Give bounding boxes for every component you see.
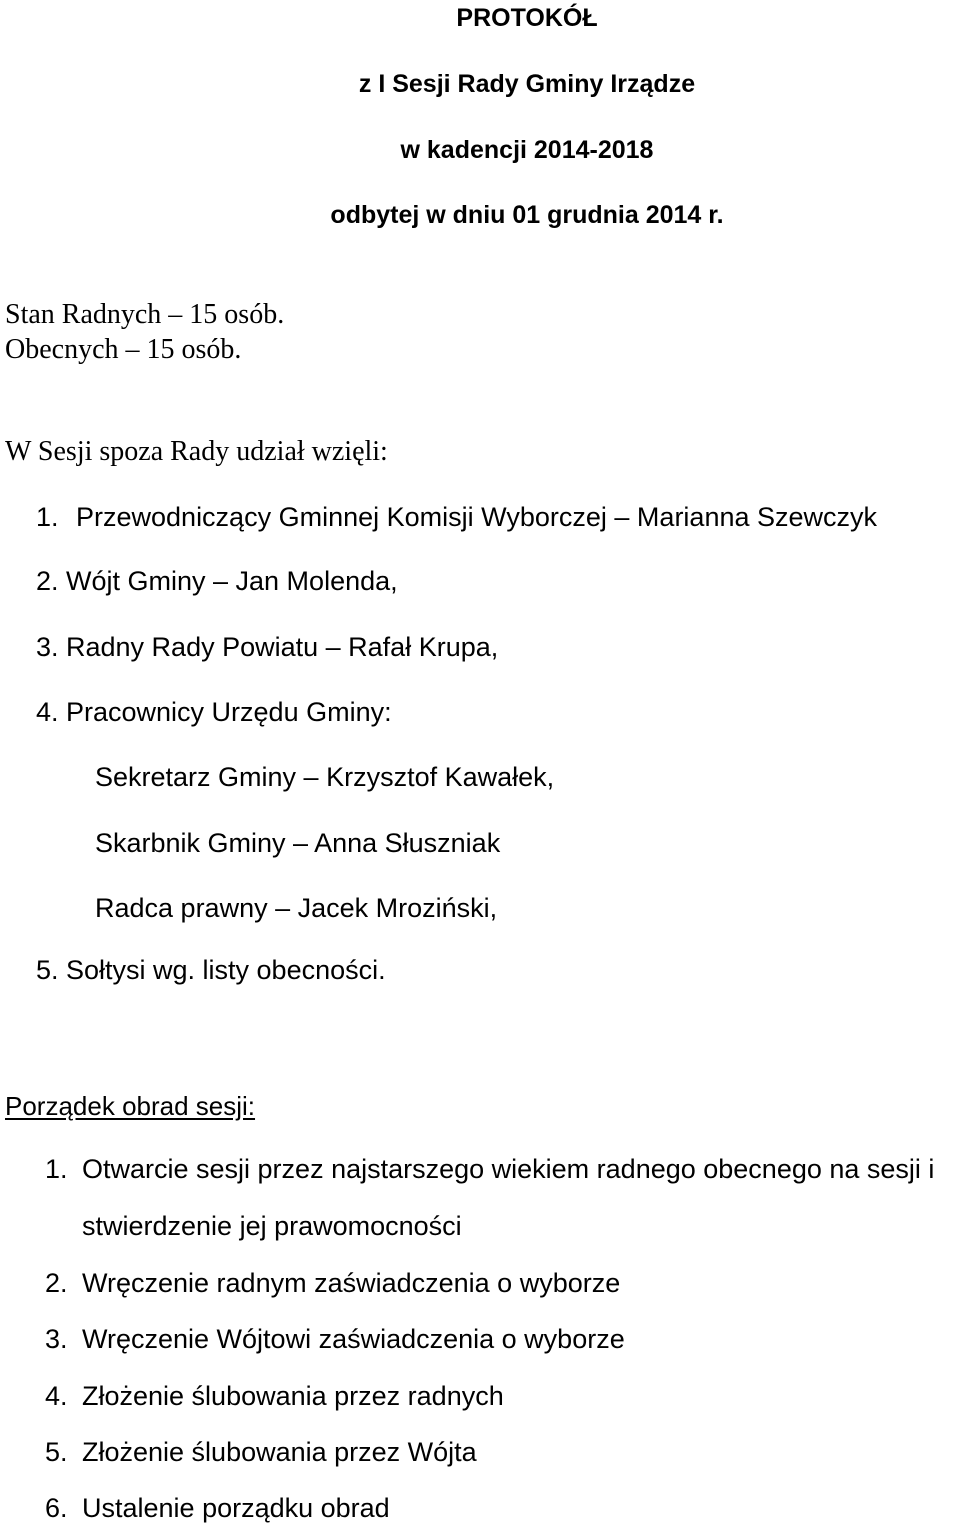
- guest-text: Przewodniczący Gminnej Komisji Wyborczej – Marianna Szewczyk: [76, 502, 878, 532]
- agenda-text: Otwarcie sesji przez najstarszego wiekiem radnego obecnego na sesji i: [82, 1154, 935, 1184]
- guest-number: 4.: [36, 697, 59, 727]
- agenda-number: 2.: [45, 1268, 68, 1298]
- council-count: Stan Radnych – 15 osób.: [5, 299, 285, 330]
- agenda-number: 6.: [45, 1493, 68, 1523]
- guest-text: Wójt Gminy – Jan Molenda,: [66, 566, 398, 596]
- guests-heading: W Sesji spoza Rady udział wzięli:: [5, 436, 388, 467]
- agenda-text: Ustalenie porządku obrad: [82, 1493, 390, 1523]
- session-date: odbytej w dniu 01 grudnia 2014 r.: [330, 201, 724, 229]
- guest-text: Sołtysi wg. listy obecności.: [66, 955, 386, 985]
- guest-number: 2.: [36, 566, 59, 596]
- agenda-text: Złożenie ślubowania przez radnych: [82, 1381, 504, 1411]
- agenda-number: 5.: [45, 1437, 68, 1467]
- agenda-text: stwierdzenie jej prawomocności: [82, 1211, 462, 1241]
- agenda-text: Złożenie ślubowania przez Wójta: [82, 1437, 477, 1467]
- agenda-heading: Porządek obrad sesji:: [5, 1091, 256, 1121]
- session-name: z I Sesji Rady Gminy Irządze: [358, 70, 696, 98]
- agenda-number: 4.: [45, 1381, 68, 1411]
- guest-number: 3.: [36, 632, 59, 662]
- document-title: PROTOKÓŁ: [456, 4, 598, 32]
- present-count: Obecnych – 15 osób.: [5, 334, 242, 365]
- guest-number: 5.: [36, 955, 59, 985]
- agenda-text: Wręczenie Wójtowi zaświadczenia o wyborze: [82, 1324, 625, 1354]
- term-period: w kadencji 2014-2018: [400, 136, 654, 164]
- guest-text: Radny Rady Powiatu – Rafał Krupa,: [66, 632, 499, 662]
- agenda-number: 3.: [45, 1324, 68, 1354]
- staff-member: Sekretarz Gminy – Krzysztof Kawałek,: [95, 762, 555, 792]
- agenda-number: 1.: [45, 1154, 68, 1184]
- staff-member: Skarbnik Gminy – Anna Słuszniak: [95, 828, 501, 858]
- guest-text: Pracownicy Urzędu Gminy:: [66, 697, 392, 727]
- guest-number: 1.: [36, 502, 59, 532]
- agenda-text: Wręczenie radnym zaświadczenia o wyborze: [82, 1268, 621, 1298]
- staff-member: Radca prawny – Jacek Mroziński,: [95, 893, 498, 923]
